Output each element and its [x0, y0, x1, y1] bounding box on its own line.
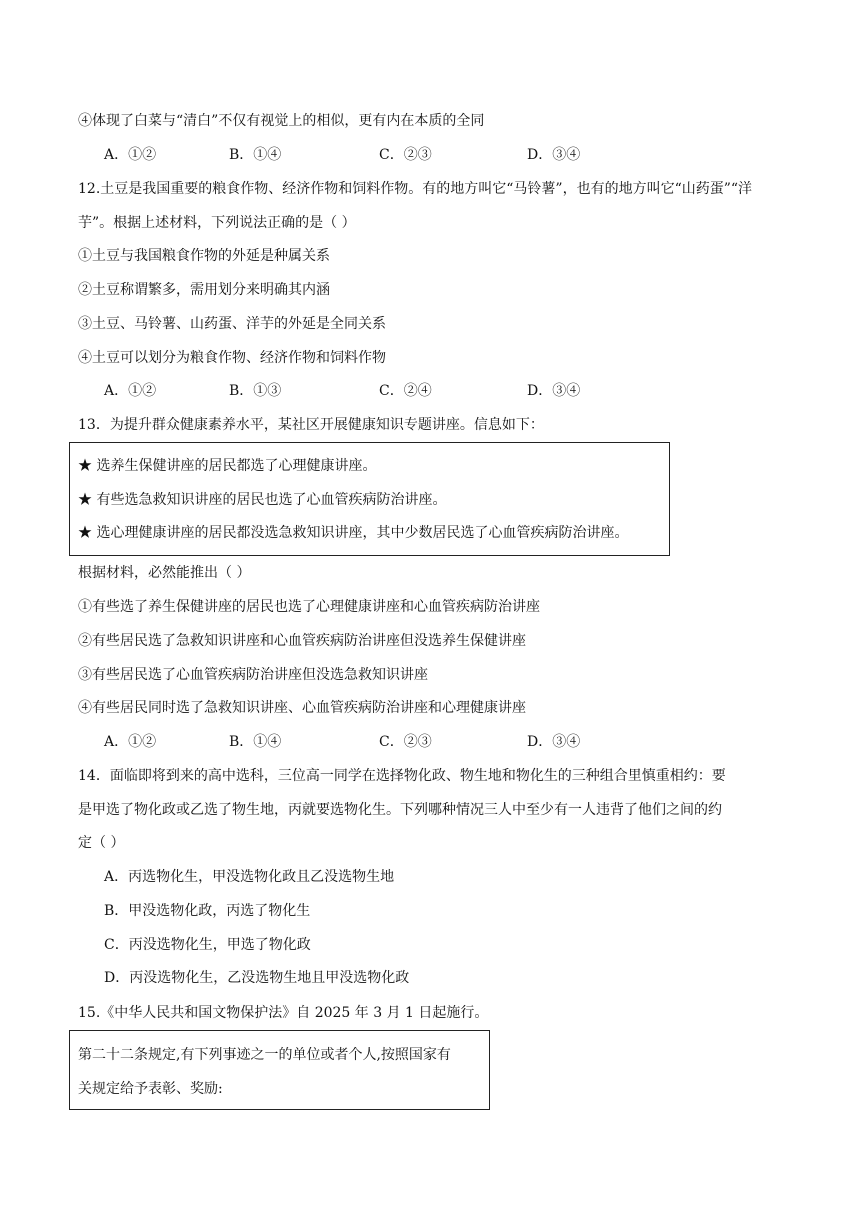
q13-statement-1: ①有些选了养生保健讲座的居民也选了心理健康讲座和心血管疾病防治讲座: [78, 599, 540, 615]
q13-statement-4: ④有些居民同时选了急救知识讲座、心血管疾病防治讲座和心理健康讲座: [78, 700, 526, 716]
q11-choice-b: B．①④: [229, 147, 282, 163]
q13-box-item-1: ★ 选养生保健讲座的居民都选了心理健康讲座。: [78, 458, 377, 474]
q11-choice-a: A．①②: [104, 147, 157, 163]
q15-box-line-2: 关规定给予表彰、奖励:: [78, 1081, 223, 1097]
q14-stem-line-2: 是甲选了物化政或乙选了物生地，丙就要选物化生。下列哪种情况三人中至少有一人违背了他们之间的约: [78, 802, 722, 818]
q13-choice-b: B．①④: [229, 734, 282, 750]
q12-choice-a: A．①②: [104, 383, 157, 399]
q14-stem-line-3: 定（ ）: [78, 835, 125, 851]
q12-statement-2: ②土豆称谓繁多，需用划分来明确其内涵: [78, 282, 330, 298]
q12-choice-c: C．②④: [379, 383, 432, 399]
q12-choice-d: D．③④: [527, 383, 581, 399]
q11-option-4: ④体现了白菜与“清白”不仅有视觉上的相似，更有内在本质的全同: [78, 113, 485, 129]
q13-stem: 13．为提升群众健康素养水平，某社区开展健康知识专题讲座。信息如下：: [78, 417, 544, 433]
q12-statement-4: ④土豆可以划分为粮食作物、经济作物和饲料作物: [78, 350, 386, 366]
q14-option-c: C．丙没选物化生，甲选了物化政: [104, 937, 311, 953]
q12-stem-line-1: 12.土豆是我国重要的粮食作物、经济作物和饲料作物。有的地方叫它“马铃薯”，也有的地方叫它“山药蛋”“洋: [78, 181, 753, 197]
q13-question: 根据材料，必然能推出（ ）: [78, 565, 251, 581]
q13-box-item-3: ★ 选心理健康讲座的居民都没选急救知识讲座，其中少数居民选了心血管疾病防治讲座。: [78, 525, 629, 541]
q12-choice-b: B．①③: [229, 383, 282, 399]
q14-stem-line-1: 14．面临即将到来的高中选科，三位高一同学在选择物化政、物生地和物化生的三种组合里慎重相约：要: [78, 768, 726, 784]
q13-statement-2: ②有些居民选了急救知识讲座和心血管疾病防治讲座但没选养生保健讲座: [78, 633, 526, 649]
q11-choice-d: D．③④: [527, 147, 581, 163]
q15-stem: 15.《中华人民共和国文物保护法》自 2025 年 3 月 1 日起施行。: [78, 1005, 489, 1021]
q14-option-b: B．甲没选物化政，丙选了物化生: [104, 903, 311, 919]
q12-statement-1: ①土豆与我国粮食作物的外延是种属关系: [78, 248, 330, 264]
q14-option-d: D．丙没选物化生，乙没选物生地且甲没选物化政: [104, 970, 410, 986]
q13-choice-d: D．③④: [527, 734, 581, 750]
q15-box-line-1: 第二十二条规定,有下列事迹之一的单位或者个人,按照国家有: [78, 1047, 451, 1063]
q13-statement-3: ③有些居民选了心血管疾病防治讲座但没选急救知识讲座: [78, 667, 428, 683]
q13-choice-c: C．②③: [379, 734, 432, 750]
q14-option-a: A．丙选物化生，甲没选物化政且乙没选物生地: [104, 869, 395, 885]
q11-choice-c: C．②③: [379, 147, 432, 163]
q13-choice-a: A．①②: [104, 734, 157, 750]
q13-box-item-2: ★ 有些选急救知识讲座的居民也选了心血管疾病防治讲座。: [78, 492, 447, 508]
q12-stem-line-2: 芋”。根据上述材料，下列说法正确的是（ ）: [78, 215, 356, 231]
q12-statement-3: ③土豆、马铃薯、山药蛋、洋芋的外延是全同关系: [78, 316, 386, 332]
